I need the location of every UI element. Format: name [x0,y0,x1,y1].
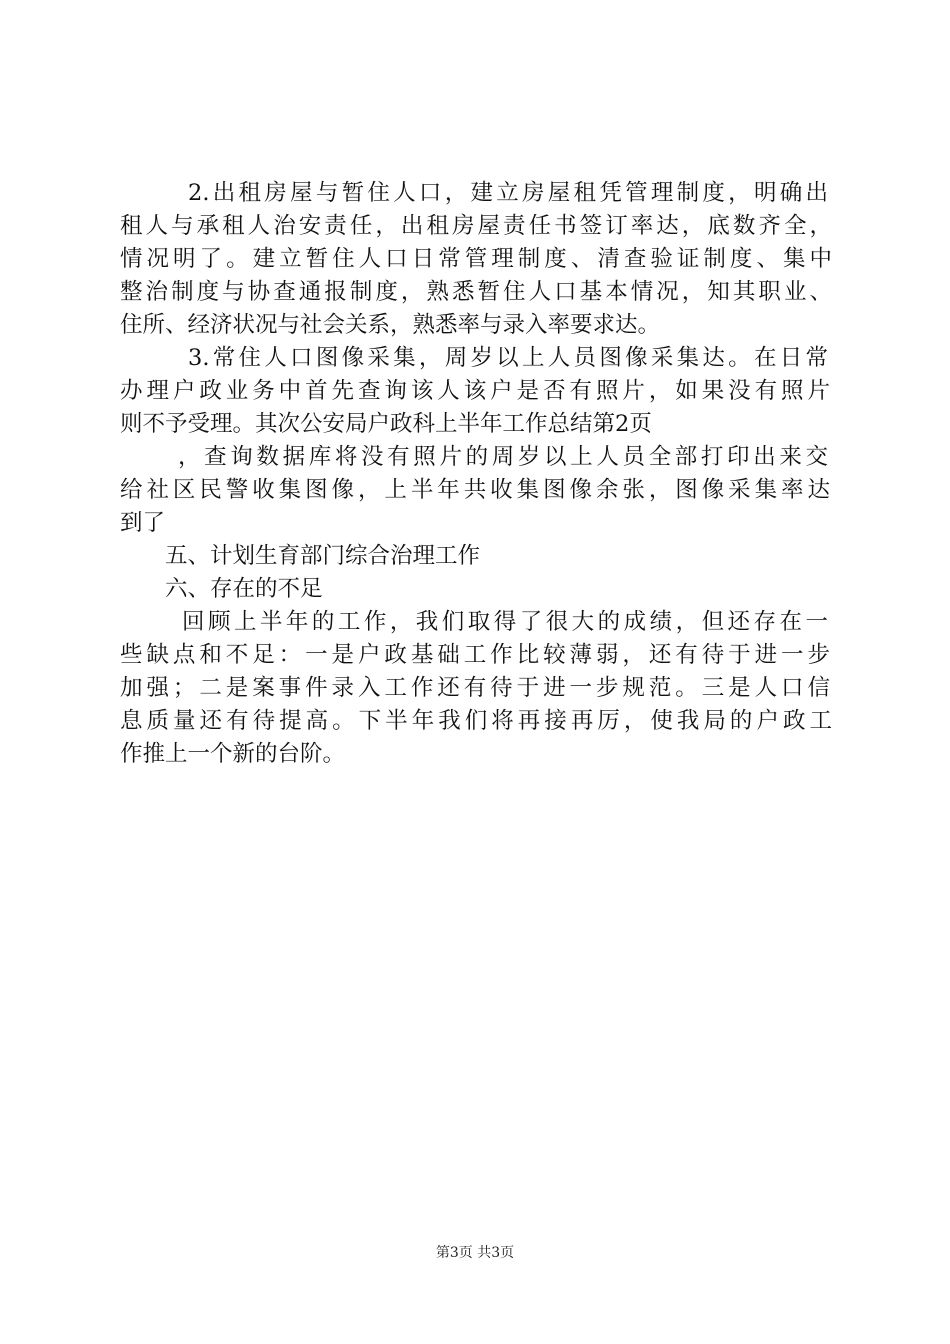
paragraph-line: 3.常住人口图像采集，周岁以上人员图像采集达。在日常 [188,345,828,371]
paragraph-line: 作推上一个新的台阶。 [120,741,346,767]
paragraph-line: 息质量还有待提高。下半年我们将再接再厉，使我局的户政工 [120,708,832,734]
section-heading: 五、计划生育部门综合治理工作 [165,543,481,569]
paragraph-line: 租人与承租人治安责任，出租房屋责任书签订率达，底数齐全， [120,213,832,239]
paragraph-line: 加强；二是案事件录入工作还有待于进一步规范。三是人口信 [120,675,830,701]
paragraph-line: 则不予受理。其次公安局户政科上半年工作总结第2页 [120,411,652,437]
paragraph-line: 整治制度与协查通报制度，熟悉暂住人口基本情况，知其职业、 [120,279,832,305]
paragraph-line: ，查询数据库将没有照片的周岁以上人员全部打印出来交 [178,444,828,470]
section-heading: 六、存在的不足 [165,576,323,602]
paragraph-line: 到了 [120,510,166,536]
paragraph-line: 些缺点和不足：一是户政基础工作比较薄弱，还有待于进一步 [120,642,830,668]
paragraph-line: 情况明了。建立暂住人口日常管理制度、清查验证制度、集中 [120,246,832,272]
paragraph-line: 办理户政业务中首先查询该人该户是否有照片，如果没有照片 [120,378,830,404]
paragraph-line: 给社区民警收集图像，上半年共收集图像余张，图像采集率达 [120,477,830,503]
paragraph-line: 住所、经济状况与社会关系，熟悉率与录入率要求达。 [120,312,661,338]
paragraph-line: 回顾上半年的工作，我们取得了很大的成绩，但还存在一 [182,609,828,635]
page-number-footer: 第3页 共3页 [435,1245,515,1261]
paragraph-line: 2.出租房屋与暂住人口，建立房屋租凭管理制度，明确出 [188,180,828,206]
